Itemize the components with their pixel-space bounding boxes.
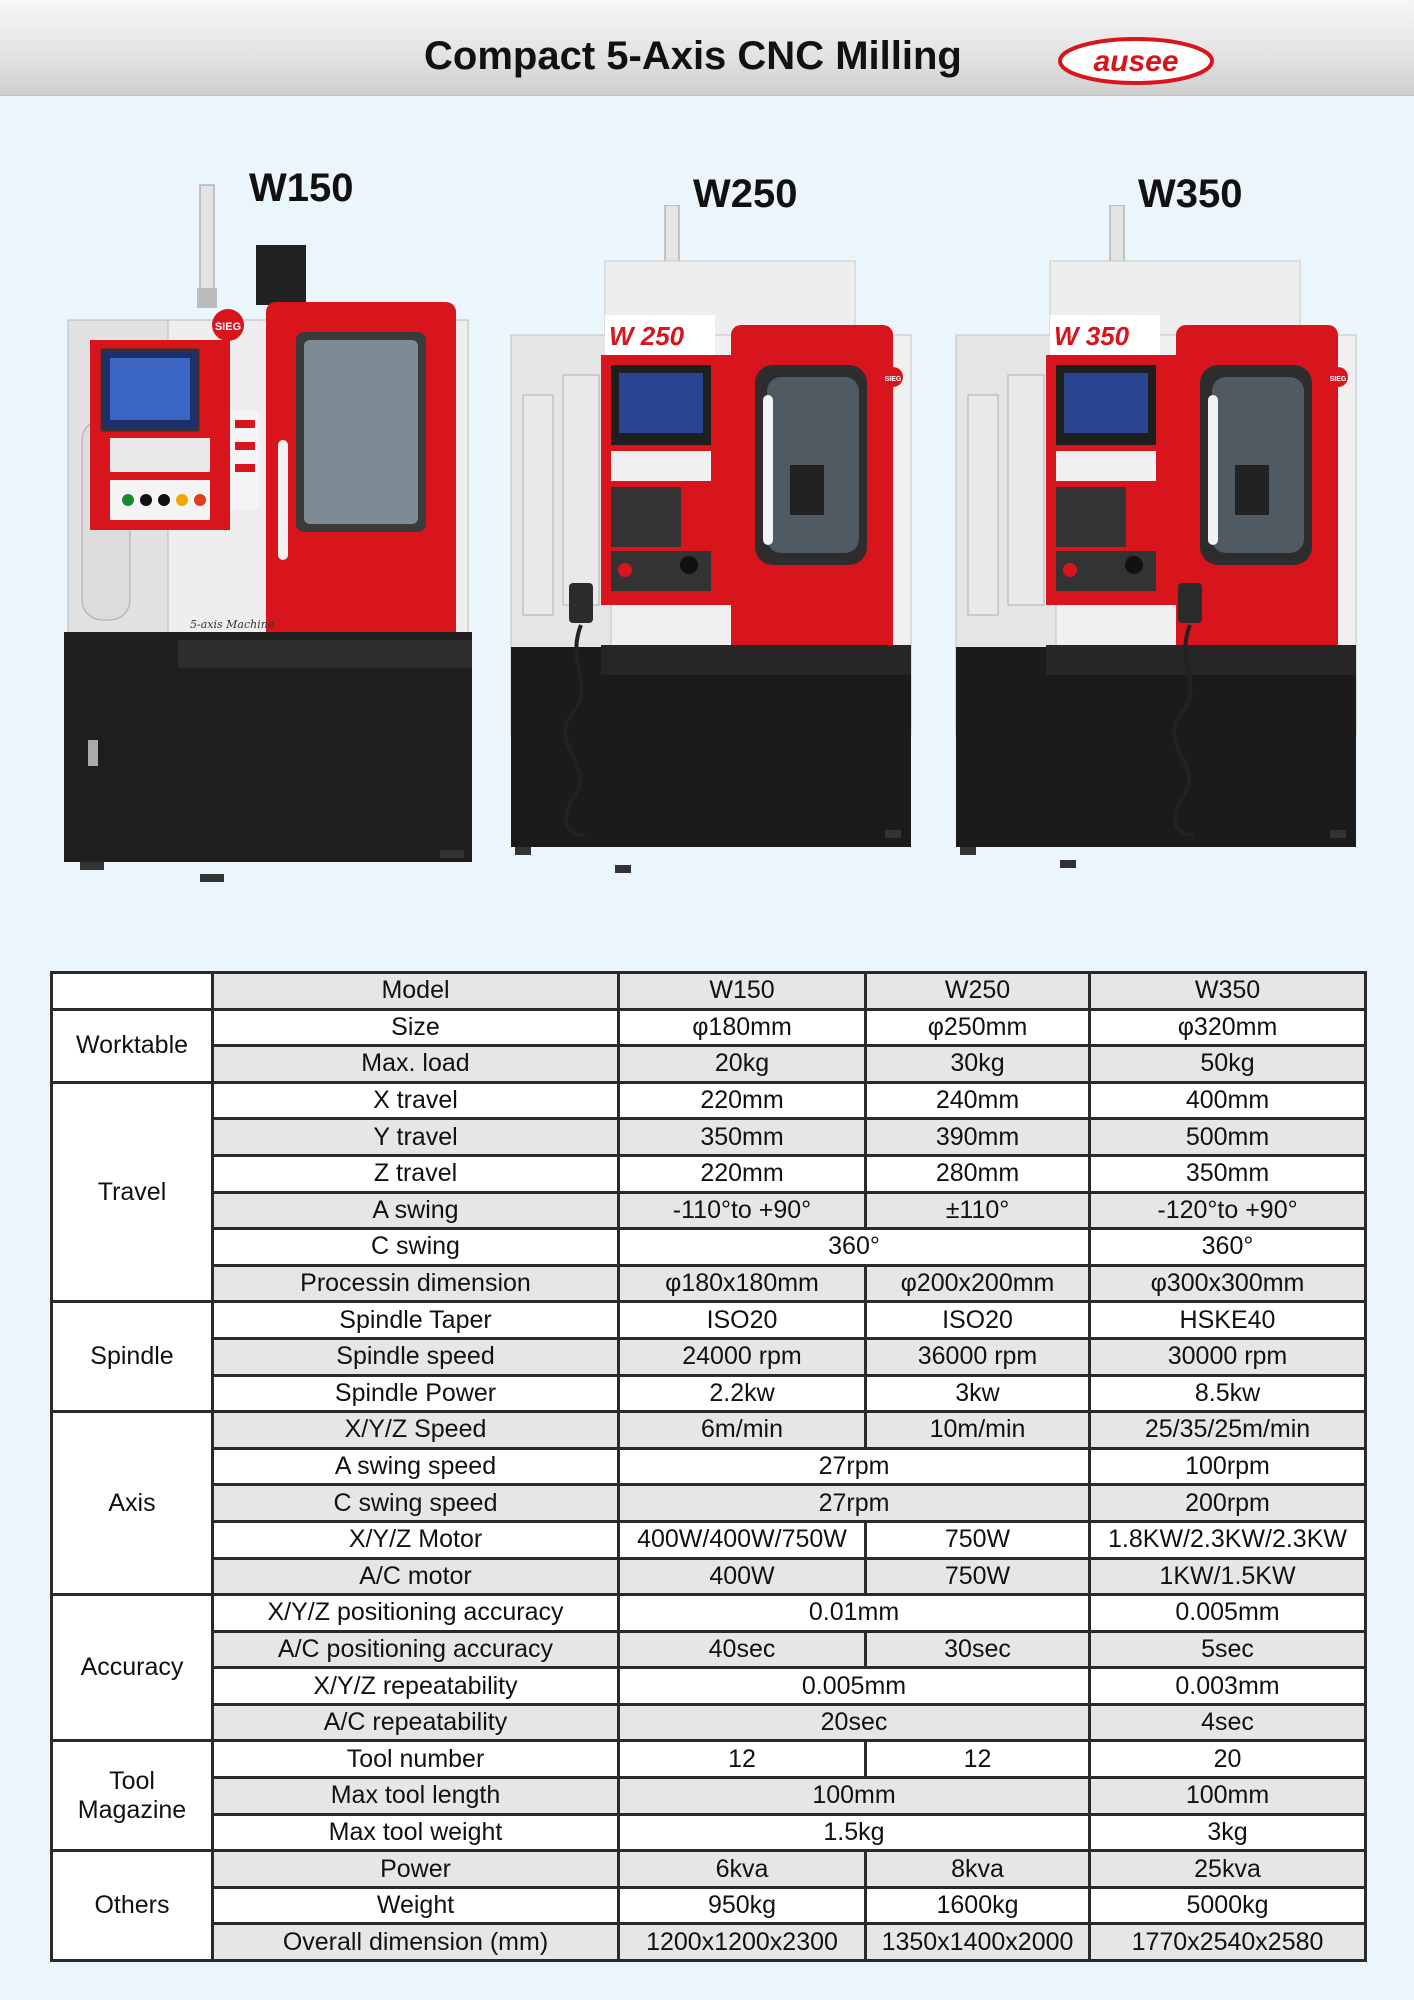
table-row <box>52 1155 1366 1192</box>
group-label: Spindle <box>52 1302 213 1412</box>
table-cell: Y travel <box>213 1119 619 1156</box>
table-cell: 3kg <box>1090 1814 1366 1851</box>
table-row <box>52 1704 1366 1741</box>
table-cell: 100rpm <box>1090 1448 1366 1485</box>
table-cell: 27rpm <box>619 1485 1090 1522</box>
table-row <box>52 1778 1366 1815</box>
table-row <box>52 1009 1366 1046</box>
table-row <box>52 1412 1366 1449</box>
table-row <box>52 1741 1366 1778</box>
table-cell: 220mm <box>619 1155 866 1192</box>
table-cell: 20kg <box>619 1046 866 1083</box>
table-row <box>52 1558 1366 1595</box>
svg-text:W150: W150 <box>383 603 437 625</box>
table-cell: HSKE40 <box>1090 1302 1366 1339</box>
table-cell: 27rpm <box>619 1448 1090 1485</box>
table-cell: φ200x200mm <box>866 1265 1090 1302</box>
table-cell: 750W <box>866 1521 1090 1558</box>
table-row <box>52 1448 1366 1485</box>
table-cell: 280mm <box>866 1155 1090 1192</box>
machine-image-w250 <box>505 205 915 875</box>
table-cell: Tool number <box>213 1741 619 1778</box>
table-cell: 1KW/1.5KW <box>1090 1558 1366 1595</box>
table-cell: 1.5kg <box>619 1814 1090 1851</box>
table-cell: A/C motor <box>213 1558 619 1595</box>
table-cell: 1.8KW/2.3KW/2.3KW <box>1090 1521 1366 1558</box>
table-cell: X/Y/Z Motor <box>213 1521 619 1558</box>
svg-text:ausee: ausee <box>1093 45 1179 78</box>
table-cell: 240mm <box>866 1082 1090 1119</box>
table-row <box>52 1302 1366 1339</box>
table-cell: A/C repeatability <box>213 1704 619 1741</box>
table-cell: 6kva <box>619 1851 866 1888</box>
table-row <box>52 1631 1366 1668</box>
table-cell: 1200x1200x2300 <box>619 1924 866 1961</box>
svg-text:SIEG: SIEG <box>1329 376 1347 383</box>
table-header-row <box>52 973 1366 1010</box>
table-cell: Spindle Taper <box>213 1302 619 1339</box>
group-label <box>52 1741 213 1851</box>
table-row <box>52 1485 1366 1522</box>
table-cell: A/C positioning accuracy <box>213 1631 619 1668</box>
spec-table <box>50 971 1367 1962</box>
table-cell: Spindle Power <box>213 1375 619 1412</box>
table-cell: Weight <box>213 1887 619 1924</box>
table-cell: Processin dimension <box>213 1265 619 1302</box>
table-cell: X travel <box>213 1082 619 1119</box>
table-cell: 1770x2540x2580 <box>1090 1924 1366 1961</box>
table-cell: 2.2kw <box>619 1375 866 1412</box>
svg-text:SIEG: SIEG <box>884 376 902 383</box>
ausee-logo <box>1056 34 1216 88</box>
table-row <box>52 1521 1366 1558</box>
table-cell: φ300x300mm <box>1090 1265 1366 1302</box>
table-cell: 36000 rpm <box>866 1338 1090 1375</box>
table-cell: 0.005mm <box>1090 1595 1366 1632</box>
table-row <box>52 1265 1366 1302</box>
table-cell: 1350x1400x2000 <box>866 1924 1090 1961</box>
table-cell: 400W <box>619 1558 866 1595</box>
table-cell: Power <box>213 1851 619 1888</box>
table-cell: 12 <box>619 1741 866 1778</box>
table-cell: 24000 rpm <box>619 1338 866 1375</box>
table-cell: Z travel <box>213 1155 619 1192</box>
group-label: Others <box>52 1851 213 1961</box>
table-cell: Size <box>213 1009 619 1046</box>
table-row <box>52 1595 1366 1632</box>
svg-text:W 350: W 350 <box>1054 321 1130 351</box>
table-row <box>52 1924 1366 1961</box>
table-cell: 3kw <box>866 1375 1090 1412</box>
table-cell: Spindle speed <box>213 1338 619 1375</box>
table-row <box>52 1668 1366 1705</box>
table-cell: 360° <box>619 1229 1090 1266</box>
table-cell: A swing <box>213 1192 619 1229</box>
table-cell: Max. load <box>213 1046 619 1083</box>
table-cell: A swing speed <box>213 1448 619 1485</box>
table-cell: φ320mm <box>1090 1009 1366 1046</box>
table-cell: 400W/400W/750W <box>619 1521 866 1558</box>
table-cell: 20 <box>1090 1741 1366 1778</box>
table-row <box>52 1887 1366 1924</box>
table-row <box>52 1851 1366 1888</box>
group-label-line: Magazine <box>77 1795 187 1824</box>
table-cell: ISO20 <box>619 1302 866 1339</box>
table-cell: 30sec <box>866 1631 1090 1668</box>
header-cell: W350 <box>1090 973 1366 1010</box>
table-row <box>52 1192 1366 1229</box>
svg-text:SIEG: SIEG <box>214 321 242 333</box>
header-cell: W150 <box>619 973 866 1010</box>
svg-text:W 250: W 250 <box>609 321 685 351</box>
table-cell: 350mm <box>619 1119 866 1156</box>
model-label-w150: W150 <box>249 166 354 210</box>
table-row <box>52 1119 1366 1156</box>
table-cell: 200rpm <box>1090 1485 1366 1522</box>
table-cell: X/Y/Z repeatability <box>213 1668 619 1705</box>
table-cell: 220mm <box>619 1082 866 1119</box>
group-label: Accuracy <box>52 1595 213 1741</box>
table-cell: 350mm <box>1090 1155 1366 1192</box>
table-cell: 6m/min <box>619 1412 866 1449</box>
table-cell: X/Y/Z positioning accuracy <box>213 1595 619 1632</box>
table-row <box>52 1814 1366 1851</box>
table-cell: 5000kg <box>1090 1887 1366 1924</box>
machine-image-w150 <box>60 180 480 885</box>
model-label-w350: W350 <box>1138 172 1243 216</box>
table-cell: Max tool length <box>213 1778 619 1815</box>
table-cell: X/Y/Z Speed <box>213 1412 619 1449</box>
table-cell: 400mm <box>1090 1082 1366 1119</box>
table-row <box>52 1046 1366 1083</box>
table-cell: -110°to +90° <box>619 1192 866 1229</box>
table-cell: 4sec <box>1090 1704 1366 1741</box>
table-cell: 10m/min <box>866 1412 1090 1449</box>
table-cell: 500mm <box>1090 1119 1366 1156</box>
table-cell: 50kg <box>1090 1046 1366 1083</box>
table-cell: φ180mm <box>619 1009 866 1046</box>
table-cell: 25kva <box>1090 1851 1366 1888</box>
table-row <box>52 1229 1366 1266</box>
table-cell: -120°to +90° <box>1090 1192 1366 1229</box>
table-cell: 8kva <box>866 1851 1090 1888</box>
table-cell: 950kg <box>619 1887 866 1924</box>
table-cell: 25/35/25m/min <box>1090 1412 1366 1449</box>
group-label: Worktable <box>52 1009 213 1082</box>
table-cell: Max tool weight <box>213 1814 619 1851</box>
table-cell: 30kg <box>866 1046 1090 1083</box>
table-cell: 0.003mm <box>1090 1668 1366 1705</box>
table-cell: 12 <box>866 1741 1090 1778</box>
model-label-w250: W250 <box>693 172 798 216</box>
table-cell: Overall dimension (mm) <box>213 1924 619 1961</box>
table-cell: 40sec <box>619 1631 866 1668</box>
table-cell: ±110° <box>866 1192 1090 1229</box>
machine-image-w350 <box>950 205 1360 870</box>
page-title: Compact 5-Axis CNC Milling <box>424 34 962 78</box>
table-cell: C swing speed <box>213 1485 619 1522</box>
table-row <box>52 1338 1366 1375</box>
table-cell: 360° <box>1090 1229 1366 1266</box>
table-cell: 30000 rpm <box>1090 1338 1366 1375</box>
table-row <box>52 1375 1366 1412</box>
table-cell: φ250mm <box>866 1009 1090 1046</box>
table-cell: 20sec <box>619 1704 1090 1741</box>
table-cell: 390mm <box>866 1119 1090 1156</box>
table-cell: 100mm <box>1090 1778 1366 1815</box>
table-cell: 0.01mm <box>619 1595 1090 1632</box>
header-cell: W250 <box>866 973 1090 1010</box>
table-cell: C swing <box>213 1229 619 1266</box>
table-cell: 5sec <box>1090 1631 1366 1668</box>
group-label-line: Tool <box>109 1766 155 1795</box>
table-cell: φ180x180mm <box>619 1265 866 1302</box>
table-cell: 100mm <box>619 1778 1090 1815</box>
table-cell: ISO20 <box>866 1302 1090 1339</box>
group-label: Travel <box>52 1082 213 1302</box>
header-cell: Model <box>213 973 619 1010</box>
group-label: Axis <box>52 1412 213 1595</box>
table-cell: 750W <box>866 1558 1090 1595</box>
table-cell: 1600kg <box>866 1887 1090 1924</box>
table-row <box>52 1082 1366 1119</box>
page-header <box>0 0 1414 96</box>
svg-text:5-axis Machine: 5-axis Machine <box>190 618 275 631</box>
table-cell: 8.5kw <box>1090 1375 1366 1412</box>
table-cell: 0.005mm <box>619 1668 1090 1705</box>
